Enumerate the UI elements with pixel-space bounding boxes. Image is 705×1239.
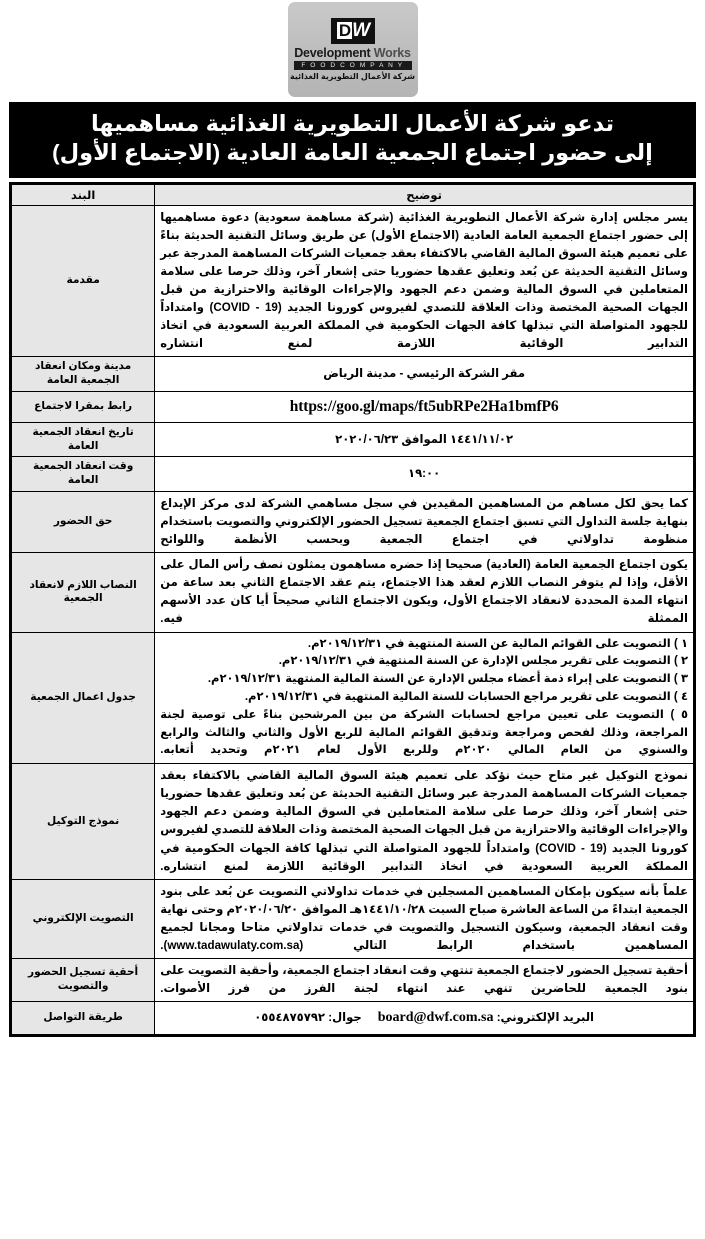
agenda-item: ٥ ) التصويت على تعيين مراجع لحسابات الشركة من بين المرشحين بناءً على توصية لجنة المراجعة، وذلك لفحص ومراجعة وتدقيق القوائم المالية للربع الأول والثاني والثالث والرابع والسنوي من العام المالي ٢٠٢٠م وللربع الأول لعام ٢٠٢١م وتحديد أتعابه.	[160, 708, 689, 757]
cell-agenda-text	[155, 632, 694, 764]
company-logo	[288, 2, 418, 97]
agenda-list	[160, 636, 688, 761]
cell-quorum-text: يكون اجتماع الجمعية العامة (العادية) صحيحا إذا حضره مساهمون يمثلون نصف رأس المال على الأقل، وإذا لم يتوفر النصاب اللازم لعقد هذا الاجتماع، يتم عقد الاجتماع الثاني بعد ساعة من انتهاء المدة المحددة لانعقاد الاجتماع الأول، ويكون الاجتماع الثاني صحيحاً أيا كان عدد الأسهم الممثلة فيه.	[155, 553, 694, 632]
table-header-row	[12, 184, 694, 205]
table-row-proxy-form	[12, 764, 694, 879]
cell-venue-label: مدينة ومكان انعقاد الجمعية العامة	[12, 357, 155, 392]
cell-registration-rights-text: أحقية تسجيل الحضور لاجتماع الجمعية تنتهي وقت انعقاد اجتماع الجمعية، وأحقية التصويت على بنود الجمعية للحاضرين تنهي عند انتهاء لجنة الفرز من فرز الأصوات.	[155, 959, 694, 1002]
column-header-item: البند	[12, 184, 155, 205]
cell-contact-text	[155, 1002, 694, 1035]
logo-arabic-name: شركة الأعمال التطويرية الغذائية	[290, 72, 415, 82]
table-row-agenda	[12, 632, 694, 764]
agenda-item: ٣ ) التصويت على إبراء ذمة أعضاء مجلس الإدارة عن السنة المالية المنتهية ٢٠١٩/١٢/٣١م.	[207, 673, 688, 686]
column-header-description: توضيح	[155, 184, 694, 205]
contact-details	[160, 1005, 688, 1031]
cell-attendance-right-label: حق الحضور	[12, 491, 155, 552]
details-table-wrapper	[9, 182, 696, 1037]
announcement-title-banner	[9, 102, 696, 178]
table-row-attendance-right	[12, 491, 694, 552]
agenda-item: ٢ ) التصويت على تقرير مجلس الإدارة عن السنة المنتهية في ٢٠١٩/١٢/٣١م.	[278, 655, 688, 668]
table-row-electronic-voting	[12, 879, 694, 958]
cell-map-link-label: رابط بمقرا لاجتماع	[12, 391, 155, 422]
cell-contact-label: طريقة التواصل	[12, 1002, 155, 1035]
table-row-quorum	[12, 553, 694, 632]
title-line-2: إلى حضور اجتماع الجمعية العامة العادية (الاجتماع الأول)	[52, 139, 653, 165]
map-link[interactable]: https://goo.gl/maps/ft5ubRPe2Ha1bmfP6	[155, 391, 694, 422]
cell-date-label: تاريخ انعقاد الجمعية العامة	[12, 422, 155, 457]
agenda-item: ١ ) التصويت على القوائم المالية عن السنة المنتهية في ٢٠١٩/١٢/٣١م.	[307, 637, 688, 650]
cell-date-text: ١٤٤١/١١/٠٢ الموافق ٢٠٢٠/٠٦/٢٣	[155, 422, 694, 457]
logo-letter-w: W	[352, 20, 370, 42]
logo-letter-d: D	[338, 21, 351, 41]
table-row-introduction	[12, 205, 694, 357]
cell-proxy-form-label: نموذج التوكيل	[12, 764, 155, 879]
logo-company-name	[294, 47, 411, 60]
logo-name-main: Development	[294, 45, 371, 60]
contact-mobile-label: جوال:	[328, 1011, 362, 1025]
table-row-venue	[12, 357, 694, 392]
cell-proxy-form-text: نموذج التوكيل غير متاح حيث نؤكد على تعميم هيئة السوق المالية القاضي بالاكتفاء بعقد جمعيات الشركات المساهمة المدرجة عبر وسائل التقنية الحديثة عن بُعد وتعليق عقدها حضوريا حتى إشعار آخر، وذلك حرصا على سلامة المتعاملين في السوق المالية وضمن دعم الجهود والإجراءات الوقائية والاحترازية من قبل الجهات الصحية المختصة وذات العلاقة للتصدي لفيروس كورونا الجديد (COVID - 19) وامتداداً للجهود المتواصلة التي تبذلها كافة الجهات الحكومية في المملكة العربية السعودية في اتخاذ التدابير الوقائية اللازمة لمنع انتشاره.	[155, 764, 694, 879]
contact-mobile	[254, 1009, 362, 1027]
company-logo-area	[0, 0, 705, 100]
table-row-date	[12, 422, 694, 457]
table-row-contact	[12, 1002, 694, 1035]
cell-agenda-label: جدول اعمال الجمعية	[12, 632, 155, 764]
details-table	[11, 184, 694, 1035]
table-row-map-link	[12, 391, 694, 422]
table-body	[12, 205, 694, 1034]
cell-introduction-label: مقدمة	[12, 205, 155, 357]
table-row-registration-rights	[12, 959, 694, 1002]
table-head	[12, 184, 694, 205]
logo-tagline: F O O D C O M P A N Y	[294, 61, 412, 70]
cell-time-text: ١٩:٠٠	[155, 457, 694, 492]
logo-name-accent: Works	[373, 45, 411, 60]
cell-electronic-voting-text: علماً بأنه سيكون بإمكان المساهمين المسجلين في خدمات تداولاتي التصويت عن بُعد على بنود الجمعية ابتداءً من الساعة العاشرة صباح السبت ١٤٤١/١٠/٢٨هـ الموافق ٢٠٢٠/٠٦/٢٠م وحتى نهاية وقت انعقاد الجمعية، وسيكون التسجيل والتصويت في خدمات تداولاتي متاحا ومجانا لجميع المساهمين باستخدام الرابط التالي (www.tadawulaty.com.sa).	[155, 879, 694, 958]
cell-electronic-voting-label: التصويت الإلكتروني	[12, 879, 155, 958]
table-row-time	[12, 457, 694, 492]
cell-registration-rights-label: أحقية تسجيل الحضور والتصويت	[12, 959, 155, 1002]
cell-quorum-label: النصاب اللازم لانعقاد الجمعية	[12, 553, 155, 632]
contact-mobile-value: ٠٥٥٤٨٧٥٧٩٢	[254, 1011, 325, 1025]
contact-email-label: البريد الإلكتروني:	[496, 1011, 595, 1025]
contact-email	[378, 1007, 594, 1029]
contact-email-value[interactable]: board@dwf.com.sa	[377, 1010, 494, 1026]
cell-venue-text: مقر الشركة الرئيسي - مدينة الرياض	[155, 357, 694, 392]
title-line-1: تدعو شركة الأعمال التطويرية الغذائية مساهميها	[90, 111, 615, 136]
agenda-item: ٤ ) التصويت على تقرير مراجع الحسابات للسنة المالية المنتهية في ٢٠١٩/١٢/٣١م.	[244, 690, 688, 703]
cell-introduction-text: يسر مجلس إدارة شركة الأعمال التطويرية الغذائية (شركة مساهمة سعودية) دعوة مساهميها إلى حضور اجتماع الجمعية العامة العادية (الاجتماع الأول) عن طريق وسائل التقنية الحديثة بناءً على تعميم هيئة السوق المالية القاضي بالاكتفاء بعقد جمعيات الشركات المساهمة المدرجة عبر وسائل التقنية الحديثة عن بُعد وتعليق عقدها حضوريا حتى إشعار آخر، وذلك حرصا على سلامة المتعاملين في السوق المالية وضمن دعم الجهود والإجراءات الوقائية والاحترازية من قبل الجهات الصحية المختصة وذات العلاقة للتصدي لفيروس كورونا الجديد (COVID - 19) وامتداداً للجهود المتواصلة التي تبذلها كافة الجهات الحكومية في المملكة العربية السعودية في اتخاذ التدابير الوقائية اللازمة لمنع انتشاره	[155, 205, 694, 357]
cell-attendance-right-text: كما يحق لكل مساهم من المساهمين المقيدين في سجل مساهمي الشركة لدى مركز الإيداع بنهاية جلسة التداول التي تسبق اجتماع الجمعية تسجيل الحضور الإلكتروني والتصويت باستخدام منظومة تداولاتي في اجتماع الجمعية وبحسب الأنظمة واللوائح	[155, 491, 694, 552]
cell-time-label: وقت انعقاد الجمعية العامة	[12, 457, 155, 492]
dw-monogram-icon	[331, 18, 375, 44]
